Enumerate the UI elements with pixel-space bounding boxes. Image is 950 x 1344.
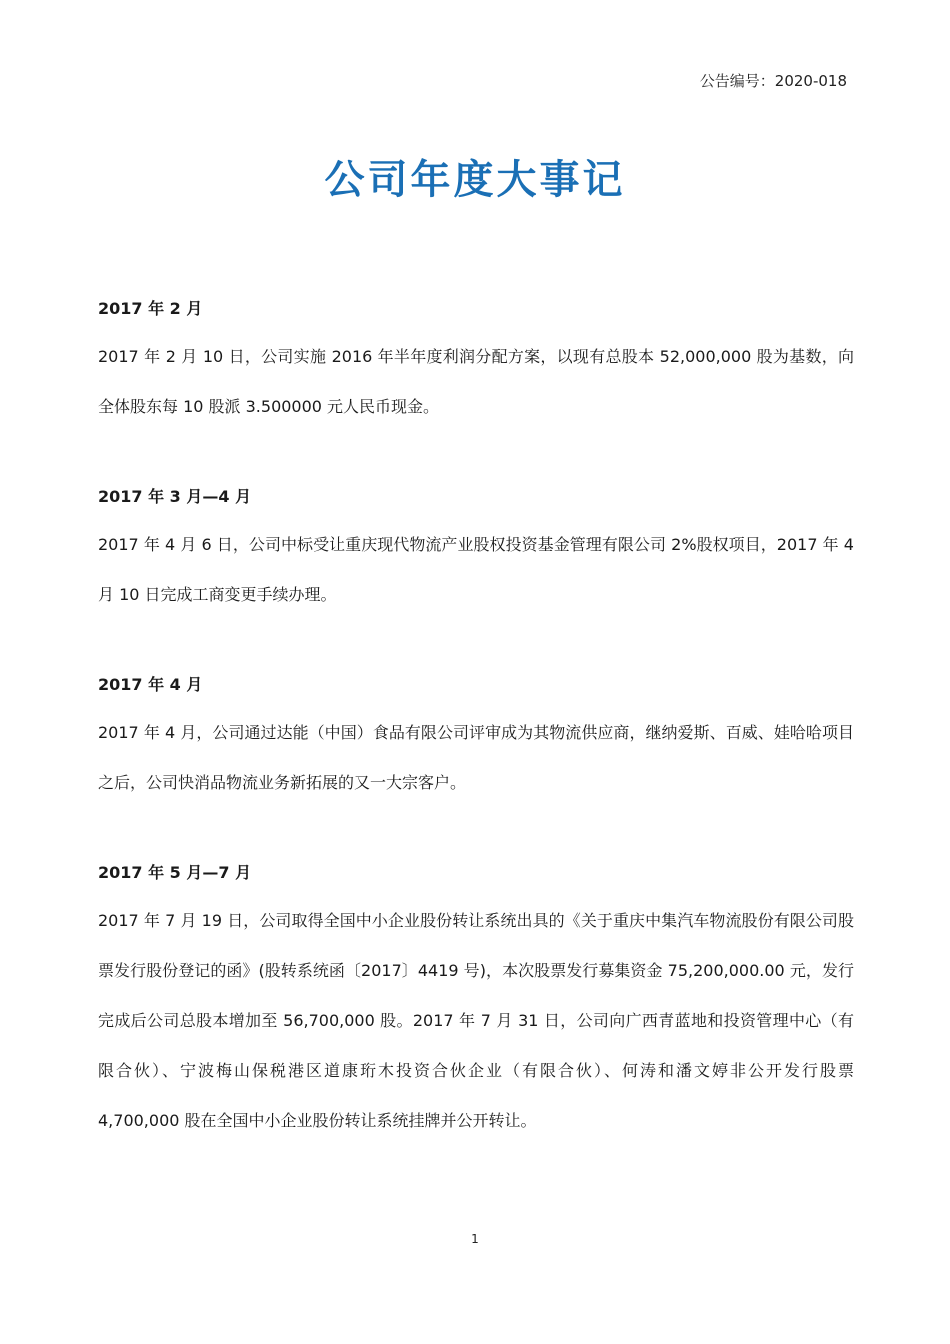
page-title: 公司年度大事记 bbox=[324, 157, 626, 203]
event-section bbox=[98, 482, 854, 620]
event-section bbox=[98, 670, 854, 808]
section-heading: 2017 年 3 月—4 月 bbox=[98, 487, 252, 506]
page-number: 1 bbox=[471, 1232, 479, 1246]
event-section bbox=[98, 858, 854, 1146]
section-text: 2017 年 7 月 19 日，公司取得全国中小企业股份转让系统出具的《关于重庆中集汽车物流股份有限公司股票发行股份登记的函》(股转系统函〔2017〕4419 号)，本次股票发行募集资金 75,200,000.00 元，发行完成后公司总股本增加至 56,700,000 股。2017 年 7 月 31 日，公司向广西青蓝地和投资管理中心（有限合伙）、宁波梅山保税港区道康珩木投资合伙企业（有限合伙）、何涛和潘文婷非公开发行股票 4,700,000 股在全国中小企业股份转让系统挂牌并公开转让。 bbox=[98, 911, 854, 1130]
section-text: 2017 年 2 月 10 日，公司实施 2016 年半年度利润分配方案，以现有总股本 52,000,000 股为基数，向全体股东每 10 股派 3.500000 元人民币现金。 bbox=[98, 347, 854, 416]
section-heading: 2017 年 2 月 bbox=[98, 299, 203, 318]
section-heading: 2017 年 5 月—7 月 bbox=[98, 863, 252, 882]
notice-number: 公告编号：2020-018 bbox=[699, 72, 847, 90]
section-heading: 2017 年 4 月 bbox=[98, 675, 203, 694]
section-text: 2017 年 4 月 6 日，公司中标受让重庆现代物流产业股权投资基金管理有限公司 2%股权项目，2017 年 4 月 10 日完成工商变更手续办理。 bbox=[98, 535, 854, 604]
section-text: 2017 年 4 月，公司通过达能（中国）食品有限公司评审成为其物流供应商，继纳爱斯、百威、娃哈哈项目之后，公司快消品物流业务新拓展的又一大宗客户。 bbox=[98, 723, 854, 792]
document-body bbox=[98, 294, 854, 1196]
event-section bbox=[98, 294, 854, 432]
